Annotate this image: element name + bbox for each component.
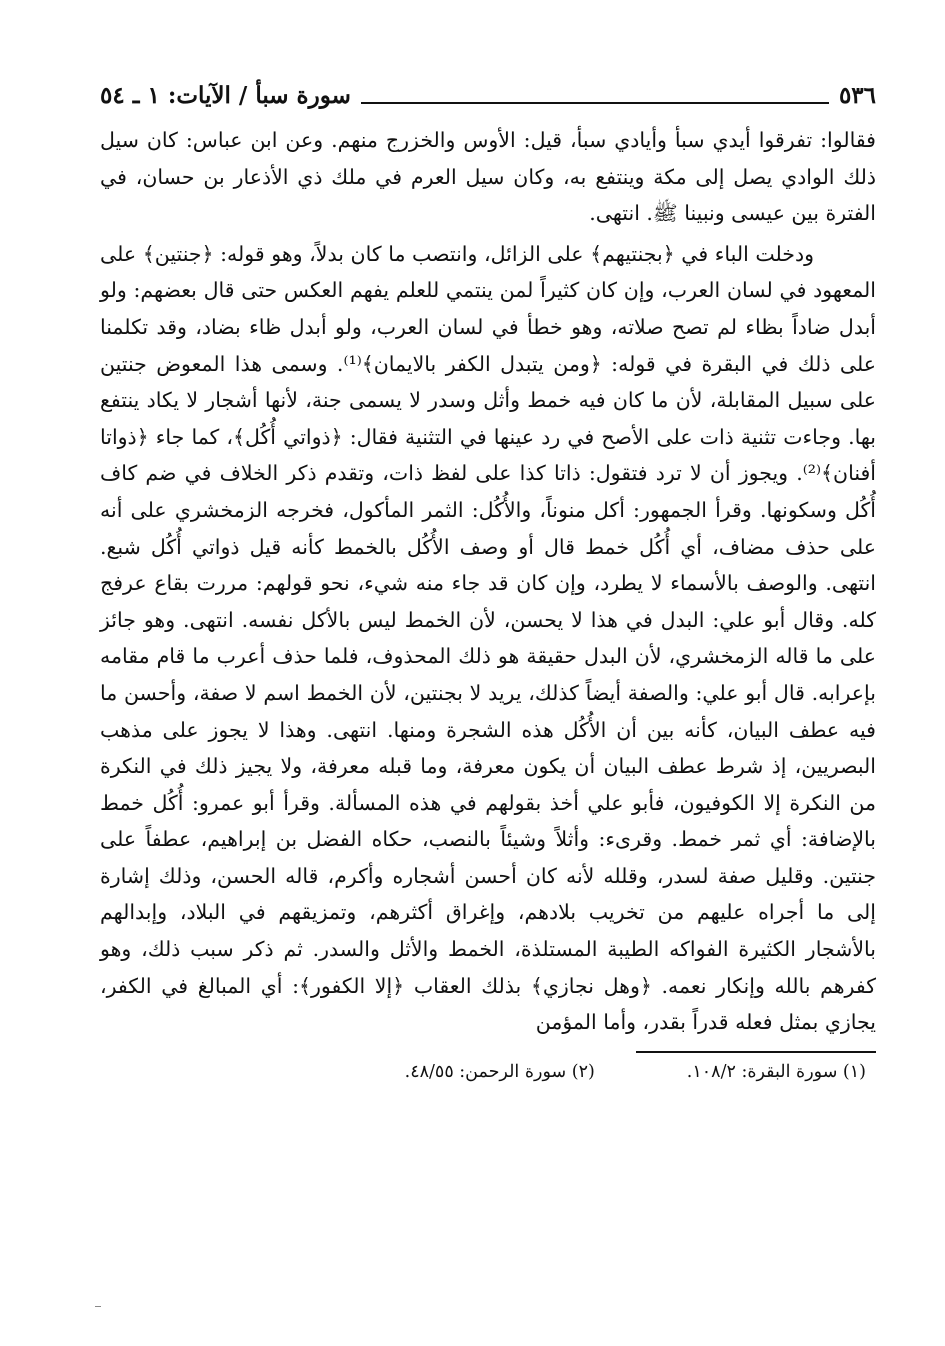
scan-mark <box>95 1306 101 1307</box>
footnote-2: (٢) سورة الرحمن: ٤٨/٥٥. <box>404 1061 595 1082</box>
running-title: سورة سبأ / الآيات: ١ ـ ٥٤ <box>100 81 351 109</box>
footnote-1: (١) سورة البقرة: ١٠٨/٢. <box>686 1061 866 1082</box>
header-rule <box>361 102 829 104</box>
paragraph-2: ودخلت الباء في ﴿بجنتيهم﴾ على الزائل، وانتصب ما كان بدلاً، وهو قوله: ﴿جنتين﴾ على المعهود في لسان العرب، وإن كان كثيراً لمن ينتمي للعلم يفهم العكس حتى قال بعضهم: ولو أبدل ضاداً بظاء لم تصح صلاته، وهو خطأ في لسان العرب، ولو أبدل ظاء بضاد، وقد تكلمنا على ذلك في البقرة في قوله: ﴿ومن يتبدل الكفر بالايمان﴾⁽¹⁾. وسمى هذا المعوض جنتين على سبيل المقابلة، لأن ما كان فيه خمط وأثل وسدر لا يسمى جنة، لأنها أشجار لا يكاد ينتفع بها. وجاءت تثنية ذات على الأصح في رد عينها في التثنية فقال: ﴿ذواتي أُكُل﴾، كما جاء ﴿ذواتا أفنان﴾⁽²⁾. ويجوز أن لا ترد فتقول: ذاتا كذا على لفظ ذات، وتقدم ذكر الخلاف في ضم كاف أُكُل وسكونها. وقرأ الجمهور: أكل منوناً، والأُكُل: الثمر المأكول، فخرجه الزمخشري على أنه على حذف مضاف، أي أُكُل خمط قال أو وصف الأُكُل بالخمط كأنه قيل ذواتي أُكُل شبع. انتهى. والوصف بالأسماء لا يطرد، وإن كان قد جاء منه شيء، نحو قولهم: مررت بقاع عرفج كله. وقال أبو علي: البدل في هذا لا يحسن، لأن الخمط ليس بالأكل نفسه. انتهى. وهو جائز على ما قاله الزمخشري، لأن البدل حقيقة هو ذلك المحذوف، فلما حذف أعرب ما قام مقامه بإعرابه. قال أبو علي: والصفة أيضاً كذلك، يريد لا بجنتين، لأن الخمط اسم لا صفة، وأحسن ما فيه عطف البيان، كأنه بين أن الأُكُل هذه الشجرة ومنها. انتهى. وهذا لا يجوز على مذهب البصريين، إذ شرط عطف البيان أن يكون معرفة، وما قبله معرفة، ولا يجيز ذلك في النكرة من النكرة إلا الكوفيون، فأبو علي أخذ بقولهم في هذه المسألة. وقرأ أبو عمرو: أُكُل خمط بالإضافة: أي ثمر خمط. وقرىء: وأثلاً وشيئاً بالنصب، حكاه الفضل بن إبراهيم، عطفاً على جنتين. وقليل صفة لسدر، وقلله لأنه كان أحسن أشجاره وأكرم، قاله الحسن، وذلك إشارة إلى ما أجراه عليهم من تخريب بلادهم، وإغراق أكثرهم، وتمزيقهم في البلاد، وإبدالهم بالأشجار الكثيرة الفواكه الطيبة المستلذة، الخمط والأثل والسدر. ثم ذكر سبب ذلك، وهو كفرهم بالله وإنكار نعمه. ﴿وهل نجازي﴾ بذلك العقاب ﴿إلا الكفور﴾: أي المبالغ في الكفر، يجازي بمثل فعله قدراً بقدر، وأما المؤمن <box>100 241 876 1035</box>
page-header <box>100 78 876 112</box>
footnote-rule <box>636 1051 876 1053</box>
footnotes <box>100 1057 876 1087</box>
paragraph-1: فقالوا: تفرقوا أيدي سبأ وأيادي سبأ، قيل: الأوس والخزرج منهم. وعن ابن عباس: كان سيل ذلك الوادي يصل إلى مكة وينتفع به، وكان سيل العرم في ملك ذي الأذعار بن حسان، في الفترة بين عيسى ونبينا ﷺ. انتهى. <box>100 128 876 226</box>
main-text <box>100 122 876 1041</box>
book-page <box>100 78 876 1087</box>
page-number: ٥٣٦ <box>838 81 876 109</box>
